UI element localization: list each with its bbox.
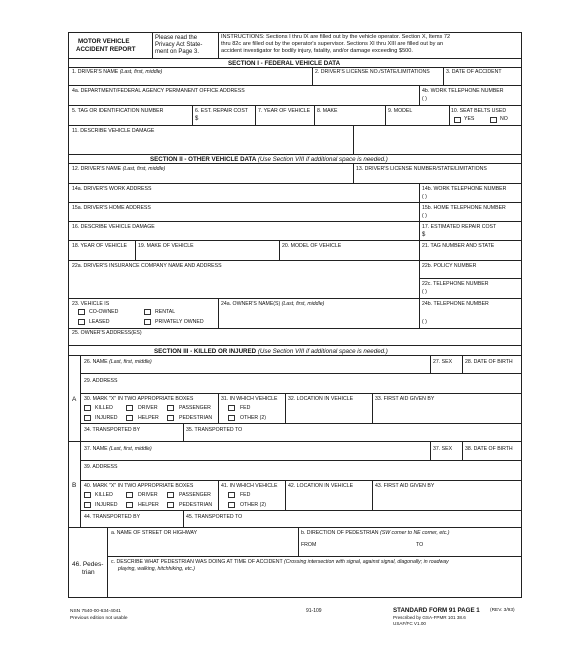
field-5-label: 5. TAG OR IDENTIFICATION NUMBER xyxy=(72,108,164,114)
fed-checkbox[interactable] xyxy=(228,492,235,498)
pedestrian-label: PEDESTRIAN xyxy=(179,415,213,421)
rule xyxy=(68,441,522,442)
fed-label: FED xyxy=(240,405,251,411)
other-checkbox[interactable] xyxy=(228,502,235,508)
rule xyxy=(68,202,522,203)
rule xyxy=(80,510,522,511)
section-2-title: SECTION II - OTHER VEHICLE DATA (Use Section VIII if additional space is needed.) xyxy=(150,156,388,163)
rule xyxy=(68,221,522,222)
field-43-label: 43. FIRST AID GIVEN BY xyxy=(375,483,435,489)
field-24a-label: 24a. OWNER'S NAME(S) (Last, first, middle) xyxy=(221,301,325,307)
rule xyxy=(68,32,69,597)
rule xyxy=(68,163,522,164)
rule xyxy=(183,423,184,441)
killed-checkbox[interactable] xyxy=(84,492,91,498)
rule xyxy=(419,278,522,279)
yes-label: YES xyxy=(464,116,475,122)
pedestrian-label: 46. Pedes- xyxy=(72,561,104,568)
killed-label: KILLED xyxy=(95,492,113,498)
field-38-label: 38. DATE OF BIRTH xyxy=(465,446,513,452)
driver-checkbox[interactable] xyxy=(126,492,133,498)
field-1-label: 1. DRIVER'S NAME (Last, first, middle) xyxy=(72,69,163,75)
field-16-label: 16. DESCRIBE VEHICLE DAMAGE xyxy=(72,224,155,230)
pedestrian-checkbox[interactable] xyxy=(167,502,174,508)
rule xyxy=(68,85,522,86)
rule xyxy=(385,105,386,125)
phone-paren: ( ) xyxy=(422,213,427,219)
helper-label: HELPER xyxy=(138,502,159,508)
no-label: NO xyxy=(500,116,508,122)
field-45-label: 45. TRANSPORTED TO xyxy=(186,514,243,520)
field-34-label: 34. TRANSPORTED BY xyxy=(84,427,141,433)
rental-checkbox[interactable] xyxy=(144,309,151,315)
rule xyxy=(218,393,219,423)
field-18-label: 18. YEAR OF VEHICLE xyxy=(72,243,127,249)
field-12-label: 12. DRIVER'S NAME (Last, first, middle) xyxy=(72,166,166,172)
field-24b-label: 24b. TELEPHONE NUMBER xyxy=(422,301,489,307)
rule xyxy=(68,58,522,59)
privacy-notice: ment on Page 3. xyxy=(155,49,200,55)
injured-label: INJURED xyxy=(95,415,118,421)
rule xyxy=(68,260,522,261)
rule xyxy=(372,480,373,510)
rule xyxy=(449,105,450,125)
rule xyxy=(285,393,286,423)
person-b-label: B xyxy=(72,482,77,489)
injured-checkbox[interactable] xyxy=(84,415,91,421)
to-label: TO xyxy=(416,542,424,548)
field-46b-label: b. DIRECTION OF PEDESTRIAN (SW corner to NE corner, etc.) xyxy=(301,530,450,536)
field-14b-label: 14b. WORK TELEPHONE NUMBER xyxy=(422,186,507,192)
rule xyxy=(430,441,431,460)
field-33-label: 33. FIRST AID GIVEN BY xyxy=(375,396,435,402)
revision: (REV. 3/93) xyxy=(490,608,515,613)
other-label: OTHER (2) xyxy=(240,415,266,421)
rule xyxy=(68,240,522,241)
field-25-label: 25. OWNER'S ADDRESS(ES) xyxy=(72,330,142,336)
rule xyxy=(314,105,315,125)
driver-label: DRIVER xyxy=(138,405,158,411)
phone-paren: ( ) xyxy=(422,194,427,200)
privately-owned-checkbox[interactable] xyxy=(144,319,151,325)
rule xyxy=(419,85,420,105)
killed-label: KILLED xyxy=(95,405,113,411)
leased-checkbox[interactable] xyxy=(78,319,85,325)
from-label: FROM xyxy=(301,542,317,548)
rule xyxy=(80,393,522,394)
rule xyxy=(68,154,522,155)
rule xyxy=(80,423,522,424)
rule xyxy=(430,355,431,373)
pedestrian-label: PEDESTRIAN xyxy=(179,502,213,508)
rule xyxy=(80,460,522,461)
rule xyxy=(68,105,522,106)
rule xyxy=(353,125,354,154)
field-2-label: 2. DRIVER'S LICENSE NO./STATE/LIMITATIONS xyxy=(315,69,430,75)
field-22a-label: 22a. DRIVER'S INSURANCE COMPANY NAME AND ADDRESS xyxy=(72,263,222,269)
field-42-label: 42. LOCATION IN VEHICLE xyxy=(288,483,354,489)
field-39-label: 39. ADDRESS xyxy=(84,464,118,470)
field-37-label: 37. NAME (Last, first, middle) xyxy=(84,446,152,452)
field-21-label: 21. TAG NUMBER AND STATE xyxy=(422,243,495,249)
rule xyxy=(152,32,153,58)
field-3-label: 3. DATE OF ACCIDENT xyxy=(446,69,502,75)
phone-paren: ( ) xyxy=(422,289,427,295)
nsn-number: NSN 7540-00-634-4041 xyxy=(70,609,121,614)
helper-checkbox[interactable] xyxy=(126,502,133,508)
field-14a-label: 14a. DRIVER'S WORK ADDRESS xyxy=(72,186,152,192)
field-19-label: 19. MAKE OF VEHICLE xyxy=(138,243,194,249)
rule xyxy=(312,67,313,85)
fed-checkbox[interactable] xyxy=(228,405,235,411)
field-4b-label: 4b. WORK TELEPHONE NUMBER xyxy=(422,88,504,94)
seatbelt-no-checkbox[interactable] xyxy=(490,117,497,123)
rule xyxy=(68,125,522,126)
rule xyxy=(68,345,522,346)
rule xyxy=(107,556,522,557)
field-4a-label: 4a. DEPARTMENT/FEDERAL AGENCY PERMANENT OFFICE ADDRESS xyxy=(72,88,245,94)
field-46c-hint: playing, walking, hitchhiking, etc.) xyxy=(118,566,195,572)
field-29-label: 29. ADDRESS xyxy=(84,378,118,384)
seatbelt-yes-checkbox[interactable] xyxy=(454,117,461,123)
person-a-label: A xyxy=(72,396,77,403)
dollar-sign: $ xyxy=(422,232,426,238)
passenger-label: PASSENGER xyxy=(179,492,211,498)
field-41-label: 41. IN WHICH VEHICLE xyxy=(221,483,278,489)
rule xyxy=(183,510,184,527)
rule xyxy=(218,298,219,328)
field-15b-label: 15b. HOME TELEPHONE NUMBER xyxy=(422,205,506,211)
rental-label: RENTAL xyxy=(155,309,176,315)
helper-label: HELPER xyxy=(138,415,159,421)
form-code: 91-109 xyxy=(306,608,322,614)
rule xyxy=(298,527,299,556)
co-owned-checkbox[interactable] xyxy=(78,309,85,315)
field-35-label: 35. TRANSPORTED TO xyxy=(186,427,243,433)
phone-paren: ( ) xyxy=(422,319,427,325)
rule xyxy=(68,183,522,184)
driver-checkbox[interactable] xyxy=(126,405,133,411)
field-23-label: 23. VEHICLE IS xyxy=(72,301,110,307)
field-46c-label: c. DESCRIBE WHAT PEDESTRIAN WAS DOING AT TIME OF ACCIDENT (Crossing intersection with signal, against signal, diagonally; in roadway xyxy=(111,559,449,565)
rule xyxy=(68,67,522,68)
passenger-checkbox[interactable] xyxy=(167,405,174,411)
section-1-title: SECTION I - FEDERAL VEHICLE DATA xyxy=(228,60,341,67)
driver-label: DRIVER xyxy=(138,492,158,498)
rule xyxy=(68,298,522,299)
field-10-label: 10. SEAT BELTS USED xyxy=(451,108,507,114)
rule xyxy=(372,393,373,423)
rule xyxy=(68,32,522,33)
form-title: MOTOR VEHICLE xyxy=(78,38,130,45)
co-owned-label: CO-OWNED xyxy=(89,309,119,315)
rule xyxy=(80,373,522,374)
form-title: ACCIDENT REPORT xyxy=(76,46,136,53)
privacy-notice: Please read the xyxy=(155,35,198,41)
rule xyxy=(521,32,522,597)
rule xyxy=(462,355,463,373)
field-40-label: 40. MARK "X" IN TWO APPROPRIATE BOXES xyxy=(84,483,194,489)
rule xyxy=(68,597,522,598)
form-number: STANDARD FORM 91 PAGE 1 xyxy=(393,607,480,614)
passenger-label: PASSENGER xyxy=(179,405,211,411)
privately-owned-label: PRIVATELY OWNED xyxy=(155,319,204,325)
rule xyxy=(255,105,256,125)
field-11-label: 11. DESCRIBE VEHICLE DAMAGE xyxy=(72,128,155,134)
killed-checkbox[interactable] xyxy=(84,405,91,411)
field-32-label: 32. LOCATION IN VEHICLE xyxy=(288,396,354,402)
field-9-label: 9. MODEL xyxy=(388,108,413,114)
prescribed-by: Prescribed by GSA-FPMR 101 38.6 xyxy=(393,615,466,620)
injured-label: INJURED xyxy=(95,502,118,508)
rule xyxy=(68,355,522,356)
rule xyxy=(419,298,420,328)
pedestrian-checkbox[interactable] xyxy=(167,415,174,421)
phone-paren: ( ) xyxy=(422,96,427,102)
field-22b-label: 22b. POLICY NUMBER xyxy=(422,263,477,269)
fed-label: FED xyxy=(240,492,251,498)
instructions: accident investigator for bodily injury, fatality, and/or damage exceeding $500. xyxy=(221,48,413,54)
previous-edition-note: Previous edition not usable xyxy=(70,616,128,621)
rule xyxy=(218,32,219,58)
field-46a-label: a. NAME OF STREET OR HIGHWAY xyxy=(111,530,198,536)
rule xyxy=(462,441,463,460)
field-8-label: 8. MAKE xyxy=(317,108,338,114)
field-27-label: 27. SEX xyxy=(433,359,453,365)
field-17-label: 17. ESTIMATED REPAIR COST xyxy=(422,224,497,230)
rule xyxy=(80,480,522,481)
rule xyxy=(285,480,286,510)
rule xyxy=(135,240,136,260)
instructions: thru 82c are filled out by the operator's supervisor. Sections XI thru XIII are filled out by an xyxy=(221,41,444,47)
instructions: INSTRUCTIONS: Sections I thru IX are filled out by the vehicle operator. Section X, Items 72 xyxy=(221,34,451,40)
rule xyxy=(107,527,108,597)
other-label: OTHER (2) xyxy=(240,502,266,508)
field-15a-label: 15a. DRIVER'S HOME ADDRESS xyxy=(72,205,151,211)
other-checkbox[interactable] xyxy=(228,415,235,421)
injured-checkbox[interactable] xyxy=(84,502,91,508)
helper-checkbox[interactable] xyxy=(126,415,133,421)
field-28-label: 28. DATE OF BIRTH xyxy=(465,359,513,365)
privacy-notice: Privacy Act State- xyxy=(155,42,203,48)
field-7-label: 7. YEAR OF VEHICLE xyxy=(258,108,311,114)
passenger-checkbox[interactable] xyxy=(167,492,174,498)
field-44-label: 44. TRANSPORTED BY xyxy=(84,514,141,520)
field-37-sex-label: 37. SEX xyxy=(433,446,453,452)
field-22c-label: 22c. TELEPHONE NUMBER xyxy=(422,281,489,287)
rule xyxy=(218,480,219,510)
field-13-label: 13. DRIVER'S LICENSE NUMBER/STATE/LIMITATIONS xyxy=(356,166,487,172)
rule xyxy=(353,163,354,183)
field-30-label: 30. MARK "X" IN TWO APPROPRIATE BOXES xyxy=(84,396,194,402)
pedestrian-label: trian xyxy=(82,569,95,576)
field-26-label: 26. NAME (Last, first, middle) xyxy=(84,359,152,365)
field-6-label: 6. EST. REPAIR COST xyxy=(195,108,248,114)
rule xyxy=(443,67,444,85)
rule xyxy=(68,527,522,528)
leased-label: LEASED xyxy=(89,319,110,325)
rule xyxy=(192,105,193,125)
rule xyxy=(279,240,280,260)
dollar-sign: $ xyxy=(195,116,199,122)
section-3-title: SECTION III - KILLED OR INJURED (Use Section VIII if additional space is needed.) xyxy=(154,348,388,355)
field-31-label: 31. IN WHICH VEHICLE xyxy=(221,396,278,402)
rule xyxy=(68,328,522,329)
prescribed-by: USAF/FC V1.00 xyxy=(393,621,426,626)
field-20-label: 20. MODEL OF VEHICLE xyxy=(282,243,342,249)
